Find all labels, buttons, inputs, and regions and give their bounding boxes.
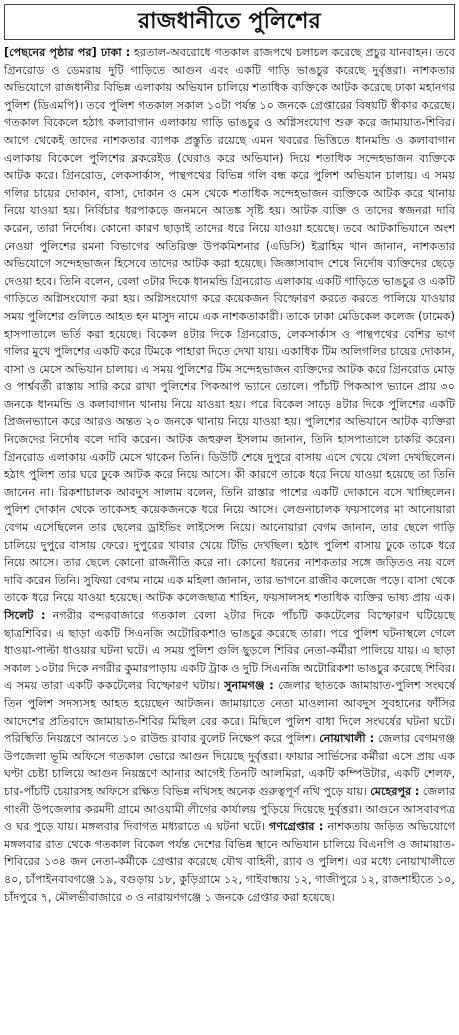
dateline-sylhet: সিলেট : xyxy=(4,609,46,622)
paragraph-sylhet: নগরীর বন্দরবাজারে গতকাল বেলা ২টার দিকে পাঁচটি ককটেলের বিস্ফোরণ ঘটিয়েছে ছাত্রশিবির। এ ছাড়া একটি সিএনজি অটোরিকশাও ভাঙচুর করেছে তারা। পরে পুলিশ ঘটনাস্থলে গেলে ধাওয়া-পাল্টা ধাওয়ার ঘটনা ঘটে। এ সময় পুলিশ গুলি ছুড়লে শিবির নেতা-কর্মীরা পালিয়ে যায়। এ ছাড়া সকাল ১০টার দিকে নগরীর কুমারপাড়ায় একটি ট্রাক ও দুটি সিএনজি অটোরিকশা ভাঙচুর করেছে শিবির। এ সময় তারা একটি ককটেলের বিস্ফোরণ ঘটায়। xyxy=(4,609,455,693)
paragraph-meherpur: জেলার গাংনী উপজেলার করমদী গ্রামে আওয়ামী লীগের কার্যালয় পুড়িয়ে দিয়েছে দুর্বৃত্তরা। আগুনে আসবাবপত্র ও ঘর পুড়ে যায়। মঙ্গলবার দিবাগত মধ্যরাতে এ ঘটনা ঘটে। xyxy=(4,784,455,834)
jump-line: [পেছনের পৃষ্ঠার পর] ঢাকা : xyxy=(4,46,131,59)
paragraph-noakhali: জেলার বেগমগঞ্জ উপজেলা ভূমি অফিসে গতকাল ভোরে আগুন দিয়েছে দুর্বৃত্তরা। ফায়ার সার্ভিসের কর্মীরা এসে প্রায় এক ঘণ্টা চেষ্টা চালিয়ে আগুন নিয়ন্ত্রণে আনার আগেই তিনটি আলমিরা, একটি কম্পিউটার, একটি শেলফ, চার-পাঁচটি চেয়ারসহ অফিসে রক্ষিত বিভিন্ন নথিসহ অনেক গুরুত্বপূর্ণ নথি পুড়ে যায়। xyxy=(4,732,456,798)
headline: রাজধানীতে পুলিশের xyxy=(138,9,321,34)
paragraph-mass-arrest: নাশকতায় জড়িত অভিযোগে মঙ্গলবার রাত থেকে গতকাল বিকেল পর্যন্ত দেশের বিভিন্ন স্থানে অভিযান চালিয়ে বিএনপি ও জামায়াত-শিবিরের ১৩৪ জন নেতা-কর্মীকে গ্রেপ্তার করেছে যৌথ বাহিনী, র‌্যাব ও পুলিশ। এর মধ্যে নোয়াখালীতে ৪০, চাঁপাইনবাবগঞ্জে ১৯, বগুড়ায় ১৮, কুড়িগ্রামে ১২, গাইবান্ধায় ১২, গাজীপুরে ১২, রাজশাহীতে ১০, চাঁদপুরে ৭, মৌলভীবাজারে ৩ ও নারায়ণগঞ্জে ১ জনকে গ্রেপ্তার করা হয়েছে। xyxy=(4,820,455,904)
dateline-meherpur: মেহেরপুর : xyxy=(370,784,420,798)
dateline-noakhali: নোয়াখালী : xyxy=(319,732,375,746)
paragraph-dhaka: হরতাল-অবরোধে গতকাল রাজপথে চলাচল করেছে প্রচুর যানবাহন। তবে গ্রিনরোড ও ডেমরায় দুটি গাড়িতে আগুন এবং একটি গাড়ি ভাঙচুর করেছে দুর্বৃত্তরা। নাশকতার অভিযোগে রাজধানীর বিভিন্ন এলাকায় অভিযান চালিয়ে শতাধিক ব্যক্তিকে আটক করেছে ঢাকা মহানগর পুলিশ (ডিএমপি)। তবে পুলিশ গতকাল সকাল ১০টা পর্যন্ত ১০ জনকে গ্রেপ্তারের বিষয়টি স্বীকার করেছে। গতকাল বিকেলে হঠাৎ কলাবাগান এলাকায় গাড়ি ভাঙচুর ও অগ্নিসংযোগ শুরু করে জামায়াত-শিবির। আগে থেকেই তাদের নাশকতার ব্যাপক প্রস্তুতি রয়েছে এমন খবরের ভিত্তিতে ধানমন্ডি ও কলাবাগান এলাকায় বিকেলে পুলিশের ব্লকরেইড (ঘেরাও করে অভিযান) দিয়ে শতাধিক সন্দেহভাজন ব্যক্তিকে আটক করে। গ্রিনরোড, লেকসার্কাস, পান্থপথের বিভিন্ন গলি বন্ধ করে পুলিশ অভিযান চালায়। এ সময় গলির চায়ের দোকান, বাসা, দোকান ও মেস থেকে শতাধিক সন্দেহভাজন ব্যক্তিকে আটক করে থানায় নিয়ে যাওয়া হয়। নির্বিচার ধরপাকড়ে জনমনে আতঙ্ক সৃষ্টি হয়। আটক ব্যক্তি ও তাদের স্বজনরা দাবি করেন, তারা নির্দোষ। কোনো কারণ ছাড়াই তাদের ধরে নিয়ে যাওয়া হয়েছে। তবে আটকাভিযানে অংশ নেওয়া পুলিশের রমনা বিভাগের অতিরিক্ত উপকমিশনার (এডিসি) ইব্রাহিম খান জানান, নাশকতার অভিযোগে সন্দেহভাজন হিসেবে তাদের আটক করা হয়েছে। জিজ্ঞাসাবাদ শেষে নির্দোষ ব্যক্তিদের ছেড়ে দেওয়া হবে। তিনি বলেন, বেলা ৩টার দিকে ধানমন্ডি গ্রিনরোড এলাকায় একটি গাড়িতে ভাঙচুর ও একটি গাড়িতে অগ্নিসংযোগ করা হয়। অগ্নিসংযোগ করে কয়েকজন বিস্ফোরণ করতে করতে পালিয়ে যাওয়ার সময় পুলিশের গুলিতে আহত হন মাসুদ নামে এক নাশকতাকারী। তাকে ঢাকা মেডিকেল কলেজ (ঢামেক) হাসপাতালে ভর্তি করা হয়েছে। বিকেল ৪টার দিকে গ্রিনরোড, লেকসার্কাস ও পান্থপথের বেশির ভাগ গলির মুখে পুলিশের একটি করে টিমকে পাহারা দিতে দেখা যায়। একাধিক টিম অলিগলির চায়ের দোকান, বাসা ও মেসে অভিযান চালায়। এ সময় পুলিশের টিম সন্দেহভাজন ব্যক্তিদের আটক করে গ্রিনরোড মোড় ও পার্শ্ববর্তী রাস্তায় সারি করে রাখা পুলিশের পিকআপ ভ্যানে তোলে। পাঁচটি পিকআপ ভ্যানে প্রায় ৩০ জনকে ধানমন্ডি ও কলাবাগান থানায় নিয়ে যাওয়া হয়। পরে বিকেল সাড়ে ৪টার দিকে পুলিশের একটি প্রিজনভ্যানে করে আরও অন্তত ২০ জনকে থানায় নিয়ে যাওয়া হয়। পুলিশের অভিযানে আটক ব্যক্তিরা নিজেদের নির্দোষ বলে দাবি করেন। আটক জহুরুল ইসলাম জানান, তিনি হাসপাতালে চাকরি করেন। গ্রিনরোড এলাকায় একটি মেসে থাকেন তিনি। ডিউটি শেষে দুপুরে বাসায় এসে খেয়ে খেলা দেখছিলেন। হঠাৎ পুলিশ তার ঘরে ঢুকে আটক করে নিয়ে আসে। কী কারণে তাকে ধরে নিয়ে যাওয়া হয়েছে তা তিনি জানেন না। রিকশাচালক আবদুস সালাম বলেন, তিনি রাস্তার পাশের একটি দোকানে বসে খাচ্ছিলেন। পুলিশ দোকান থেকে তাকেসহ কয়েকজনকে ধরে নিয়ে আসে। লেগুনাচালক ফয়সালের মা আনোয়ারা বেগম এসেছিলেন তার ছেলের ড্রাইভিং লাইসেন্স নিয়ে। আনোয়ারা বেগম জানান, তার ছেলে গাড়ি চালিয়ে দুপুরে বাসায় ফেরে। দুপুরের খাবার খেয়ে টিভি দেখছিল। হঠাৎ পুলিশ বাসায় ঢুকে তাকে ধরে নিয়ে আসে। তার ছেলে কোনো রাজনীতি করে না। কোনো ধরনের নাশকতার সঙ্গে জড়িতও নয় বলে দাবি করেন তিনি। সুফিয়া বেগম নামে এক মহিলা জানান, তার ভাগনে রাজীব কলেজে পড়ে। বাসা থেকে তাকে ধরে নিয়ে যাওয়া হয়েছে। আটক কলেজছাত্র শাহিন, ফয়সালসহ শতাধিক ব্যক্তির ভাষ্য প্রায় এক। xyxy=(4,46,456,605)
paragraph-sunamganj: জেলার ছাতকে জামায়াত-পুলিশ সংঘর্ষে তিন পুলিশ সদস্যসহ আহত হয়েছেন আটজন। জামায়াতে নেতা মাওলানা আবদুস সুবহানের ফাঁসির আদেশের প্রতিবাদে জামায়াত-শিবির মিছিল বের করে। মিছিলে পুলিশ বাধা দিলে সংঘর্ষের ঘটনা ঘটে। পরিস্থিতি নিয়ন্ত্রণে আনতে ১০ রাউন্ড রাবার বুলেট নিক্ষেপ করে পুলিশ। xyxy=(4,679,455,746)
dateline-mass-arrest: গণগ্রেপ্তার : xyxy=(268,820,324,834)
dateline-sunamganj: সুনামগঞ্জ : xyxy=(224,679,274,693)
headline-box xyxy=(4,4,455,40)
article-body xyxy=(4,44,455,906)
